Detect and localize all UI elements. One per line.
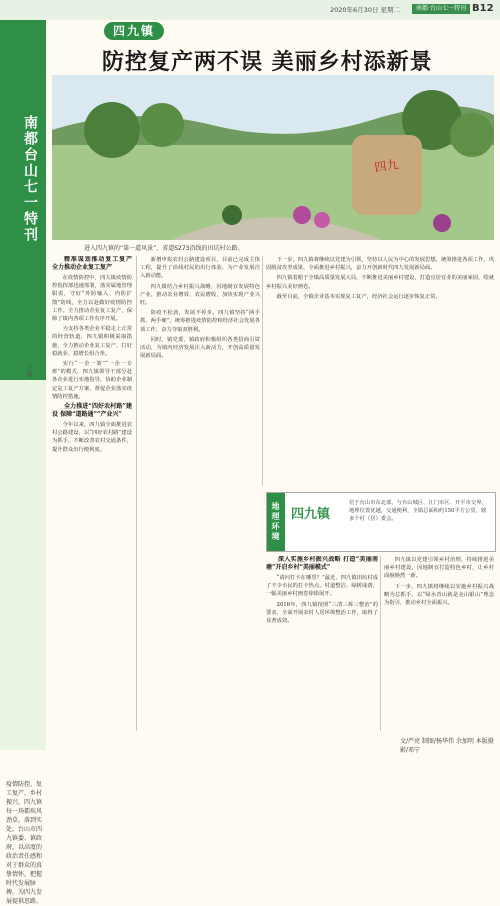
article-column-4 <box>266 556 378 734</box>
article-column-2 <box>140 256 260 731</box>
place-description: 位于台山市东北部，与台山城区、江门市区、开平市交界，地理位置优越，交通便利，全镇总面积约150平方公里，辖多个村（居）委会。 <box>349 500 487 522</box>
paragraph: 四九镇以党建引领乡村治理，持续推进美丽乡村建设，因地制宜打造特色乡村，让乡村面貌焕然一新。 <box>384 557 494 580</box>
place-label: 地理环境 <box>267 493 285 551</box>
column-divider <box>380 556 381 731</box>
paragraph: 四九镇着眼于全镇高质量发展大局，不断推进美丽乡村建设，打造宜居宜业的美丽家园，绘就乡村振兴美好画卷。 <box>266 275 494 290</box>
paragraph: “请问打卡在哪里？”最近，四九镇田坑村成了不少市民的打卡热点。村道整洁、绿树成荫，一幅美丽乡村画卷徐徐展开。 <box>266 575 378 598</box>
byline: 文/严亮 制图/杨华伟 余加明 本版摄影/邓宁 <box>400 738 494 754</box>
column-divider <box>262 256 263 486</box>
section-label: 南都·台山七一特刊 <box>412 4 470 14</box>
place-profile-box <box>266 492 496 552</box>
subhead: 深入实施乡村振兴战略 打造“美丽南塘”开启乡村“美丽模式” <box>266 556 378 571</box>
paragraph: 截至目前，全镇企业基本实现复工复产，经济社会运行逐步恢复正常。 <box>276 293 441 300</box>
headline: 防控复产两不误 美丽乡村添新景 <box>102 49 433 75</box>
svg-text:四九: 四九 <box>373 157 400 175</box>
paragraph: 下一步，四九镇将继续以实施乡村振兴战略为总抓手，以“绿水青山就是金山银山”理念为指引，推动乡村全面振兴。 <box>384 583 494 607</box>
paragraph: 2016年，四九镇按照“三清三拆三整治”的要求，全面开展农村人居环境整治工作，取得了显著成效。 <box>266 601 378 625</box>
paragraph: 下一步，四九镇将继续以党建为引领，坚持以人民为中心的发展思想，统筹推进各项工作，巩固脱贫攻坚成果，全面推进乡村振兴，奋力开创新时代四九发展新局面。 <box>266 257 494 272</box>
paragraph: 为支持各类企业平稳走上正常的经营轨道，四九镇积极采取措施，全力推动企业复工复产，打好稳就业、稳增长组合拳。 <box>52 326 132 357</box>
subhead: 全力推进“四好农村路”建设 保障“道路通”“产业兴” <box>52 403 132 419</box>
article-column-3 <box>266 256 494 486</box>
paragraph: 同时，镇党委、镇政府积极组织各类招商引资活动，为镇内经济发展注入新活力，开创高质量发展新局面。 <box>140 336 260 360</box>
column-divider <box>136 256 137 731</box>
left-summary: 疫情防控、复工复产，乡村振兴，四九镇每一场都疾风劲草，落到实处，台山市四九镇委、镇政府，以高度的政治责任感和对于群众的真挚情怀，把握时代发展脉搏，为四九发展提供思路。 <box>6 781 43 905</box>
subnote: 专题 <box>25 365 32 377</box>
paragraph: 实行“一企一策”“一企一专班”的模式，四九镇领导干部分赴各企业进行实地指导，协助企业制定复工复产方案，督促企业落实疫情防控措施。 <box>52 361 132 400</box>
paragraph: 新增申报农村公路建设项目，目前已完成主体工程，提升了沿线村民的出行体验，为产业发展注入新动能。 <box>140 257 260 280</box>
series-label: 四九镇 <box>104 22 164 40</box>
subhead: 精准谋划推动复工复产 全力推动企业复工复产 <box>52 256 132 271</box>
issue-date: 2020年6月30日 星期二 <box>330 6 401 14</box>
left-banner <box>0 20 46 380</box>
vertical-title: 南都台山七一特刊 <box>22 115 38 243</box>
hero-photo <box>52 75 494 240</box>
landscape-illustration <box>52 75 494 240</box>
article-column-1 <box>52 256 132 731</box>
article-column-5 <box>384 556 494 734</box>
big-title-char: 跨越 <box>5 282 45 350</box>
photo-caption: 进入四九镇的“第一道风景”，省道S273沿线的田坑村公路。 <box>84 245 244 252</box>
page-header <box>0 0 500 20</box>
paragraph: 防疫不松劲，发展不停步。四九镇坚持“两手抓、两手硬”，统筹推进疫情防控和经济社会发展各项工作，奋力夺取双胜利。 <box>140 310 260 333</box>
paragraph: 四九镇结合乡村振兴战略，因地制宜发展特色产业，推动农业增效、农民增收，加快实现产业兴旺。 <box>140 283 260 307</box>
page-number: B12 <box>472 3 494 14</box>
place-name: 四九镇 <box>291 507 331 522</box>
paragraph: 在疫情防控中，四九镇疫情防控指挥部迅速部署，落实属地管理职责，守好“外防输入、内防扩散”防线，全力以赴做好疫情防控工作。全力推动企业复工复产，保障了镇内各项工作有序开展。 <box>52 275 132 323</box>
left-summary-column <box>0 380 46 905</box>
paragraph: 今年以来，四九镇全面推进农村公路建设，以“四好农村路”建设为抓手，不断改善农村交通条件，提升群众出行便利度。 <box>52 422 132 453</box>
